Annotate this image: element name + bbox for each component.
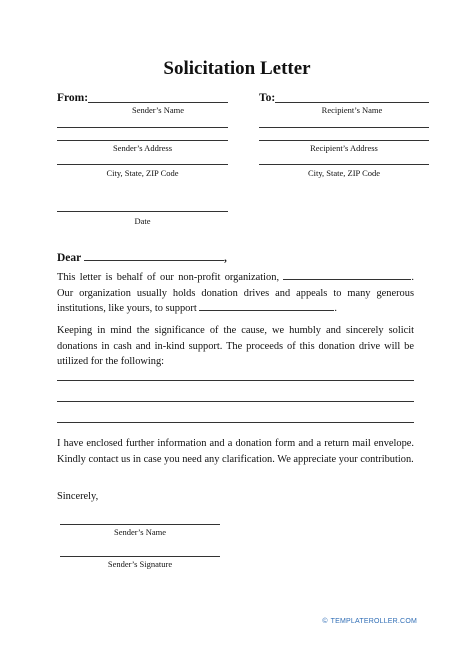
from-label: From: <box>57 92 89 104</box>
signature-caption: Sender’s Signature <box>107 559 173 569</box>
document-title: Solicitation Letter <box>163 58 311 79</box>
paragraph-3: I have enclosed further information and a donation form and a return mail envelope. Kindly contact us in case you need any clarification. We appreciate your contribution. <box>57 438 414 465</box>
purpose-line-1[interactable] <box>57 380 414 381</box>
sender-address-caption: Sender’s Address <box>112 143 173 153</box>
purpose-line-3[interactable] <box>57 422 414 423</box>
sender-city-caption: City, State, ZIP Code <box>106 168 179 178</box>
paragraph-1 <box>57 270 414 317</box>
greeting-word: Dear <box>57 252 82 264</box>
sender-name-line[interactable] <box>88 102 228 103</box>
recipient-name-line[interactable] <box>275 102 429 103</box>
paragraph-1-part-2: Our organization usually holds donation drives and appeals to many generous institutions, like yours, to support <box>57 287 414 314</box>
closing-sender-name-caption: Sender’s Name <box>113 527 166 537</box>
copyright-symbol: © <box>322 618 328 625</box>
recipient-name-caption: Recipient’s Name <box>321 105 383 115</box>
closing-sender-name-line[interactable] <box>60 524 220 525</box>
sender-city-line[interactable] <box>57 164 228 165</box>
footer-brand[interactable] <box>322 618 417 625</box>
cause-blank[interactable] <box>199 301 334 311</box>
sender-address-line-2[interactable] <box>57 140 228 141</box>
sender-name-caption: Sender’s Name <box>131 105 184 115</box>
paragraph-1-period-1: . <box>411 272 414 283</box>
date-line[interactable] <box>57 211 228 212</box>
recipient-address-line-1[interactable] <box>259 127 429 128</box>
recipient-city-line[interactable] <box>259 164 429 165</box>
to-label: To: <box>259 92 276 104</box>
recipient-address-line-2[interactable] <box>259 140 429 141</box>
purpose-line-2[interactable] <box>57 401 414 402</box>
sender-address-line-1[interactable] <box>57 127 228 128</box>
recipient-city-caption: City, State, ZIP Code <box>307 168 381 178</box>
closing: Sincerely, <box>57 491 99 502</box>
paragraph-1-part-1: This letter is behalf of our non-profit organization, <box>57 272 280 283</box>
paragraph-2: Keeping in mind the significance of the cause, we humbly and sincerely solicit donations in cash and in-kind support. The proceeds of this donation drive will be utilized for the following: <box>57 325 414 367</box>
greeting-comma: , <box>223 252 227 264</box>
organization-name-blank[interactable] <box>283 270 411 280</box>
greeting-name-blank[interactable] <box>84 251 224 261</box>
footer-brand-text: TEMPLATEROLLER.COM <box>330 618 417 625</box>
paragraph-1-period-2: . <box>334 303 337 314</box>
signature-line[interactable] <box>60 556 220 557</box>
date-caption: Date <box>134 216 151 226</box>
greeting <box>57 251 227 264</box>
recipient-address-caption: Recipient’s Address <box>310 143 378 153</box>
